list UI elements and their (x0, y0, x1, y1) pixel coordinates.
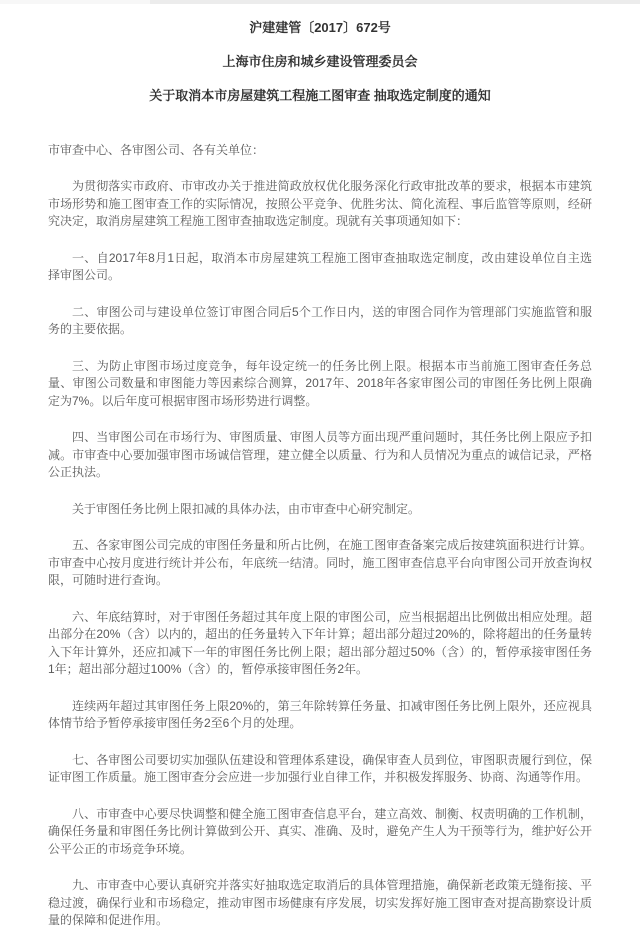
notice-document (0, 4, 640, 950)
paragraph-item-2: 二、审图公司与建设单位签订审图合同后5个工作日内，送的审图合同作为管理部门实施监管和服务的主要依据。 (48, 304, 592, 336)
document-title: 关于取消本市房屋建筑工程施工图审查 抽取选定制度的通知 (149, 88, 491, 103)
paragraph-item-4-note: 关于审图任务比例上限扣减的具体办法，由市审查中心研究制定。 (72, 501, 421, 516)
paragraph-item-4: 四、当审图公司在市场行为、审图质量、审图人员等方面出现严重问题时，其任务比例上限应予扣减。市审查中心要加强审图市场诚信管理，建立健全以质量、行为和人员情况为重点的诚信记录，严格公正执法。 (48, 430, 592, 479)
salutation: 市审查中心、各审图公司、各有关单位： (48, 143, 265, 157)
paragraph-item-5: 五、各家审图公司完成的审图任务量和所占比例，在施工图审查备案完成后按建筑面积进行计算。市审查中心按月度进行统计并公布，年底统一结清。同时，施工图审查信息平台向审图公司开放查询权限，可随时进行查询。 (48, 538, 592, 587)
issuing-agency: 上海市住房和城乡建设管理委员会 (222, 54, 418, 69)
paragraph-item-6: 六、年底结算时，对于审图任务超过其年度上限的审图公司，应当根据超出比例做出相应处理。超出部分在20%（含）以内的，超出的任务量转入下年计算；超出部分超过20%的，除将超出的任务量转入下年计算外，还应扣减下一年的审图任务比例上限；超出部分超过50%（含）的，暂停承接审图任务1年；超出部分超过100%（含）的，暂停承接审图任务2年。 (48, 609, 592, 676)
paragraph-item-8: 八、市审查中心要尽快调整和健全施工图审查信息平台，建立高效、制衡、权责明确的工作机制，确保任务量和审图任务比例计算做到公开、真实、准确、及时，避免产生人为干预等行为，维护好公开公平公正的市场竞争环境。 (48, 806, 592, 856)
document-body (48, 178, 592, 930)
paragraph-item-1: 一、自2017年8月1日起，取消本市房屋建筑工程施工图审查抽取选定制度，改由建设单位自主选择审图公司。 (48, 250, 592, 282)
paragraph-item-9: 九、市审查中心要认真研究并落实好抽取选定取消后的具体管理措施，确保新老政策无缝衔接、平稳过渡，确保行业和市场稳定，推动审图市场健康有序发展，切实发挥好施工图审查对提高勘察设计质量的保障和促进作用。 (48, 878, 592, 927)
paragraph-intro: 为贯彻落实市政府、市审改办关于推进简政放权优化服务深化行政审批改革的要求，根据本市建筑市场形势和施工图审查工作的实际情况，按照公平竞争、优胜劣汰、简化流程、事后监管等原则，经研究决定，取消房屋建筑工程施工图审查抽取选定制度。现就有关事项通知如下： (48, 179, 592, 228)
paragraph-item-3: 三、为防止审图市场过度竞争，每年设定统一的任务比例上限。根据本市当前施工图审查任务总量、审图公司数量和审图能力等因素综合测算，2017年、2018年各家审图公司的审图任务比例上限确定为7%。以后年度可根据审图市场形势进行调整。 (48, 358, 592, 408)
document-number: 沪建建管〔2017〕672号 (249, 20, 391, 35)
paragraph-item-7: 七、各审图公司要切实加强队伍建设和管理体系建设，确保审查人员到位，审图职责履行到位，保证审图工作质量。施工图审查分会应进一步加强行业自律工作，并积极发挥服务、协商、沟通等作用。 (48, 752, 592, 784)
paragraph-item-6-note: 连续两年超过其审图任务上限20%的，第三年除转算任务量、扣减审图任务比例上限外，还应视具体情节给予暂停承接审图任务2至6个月的处理。 (48, 698, 592, 730)
